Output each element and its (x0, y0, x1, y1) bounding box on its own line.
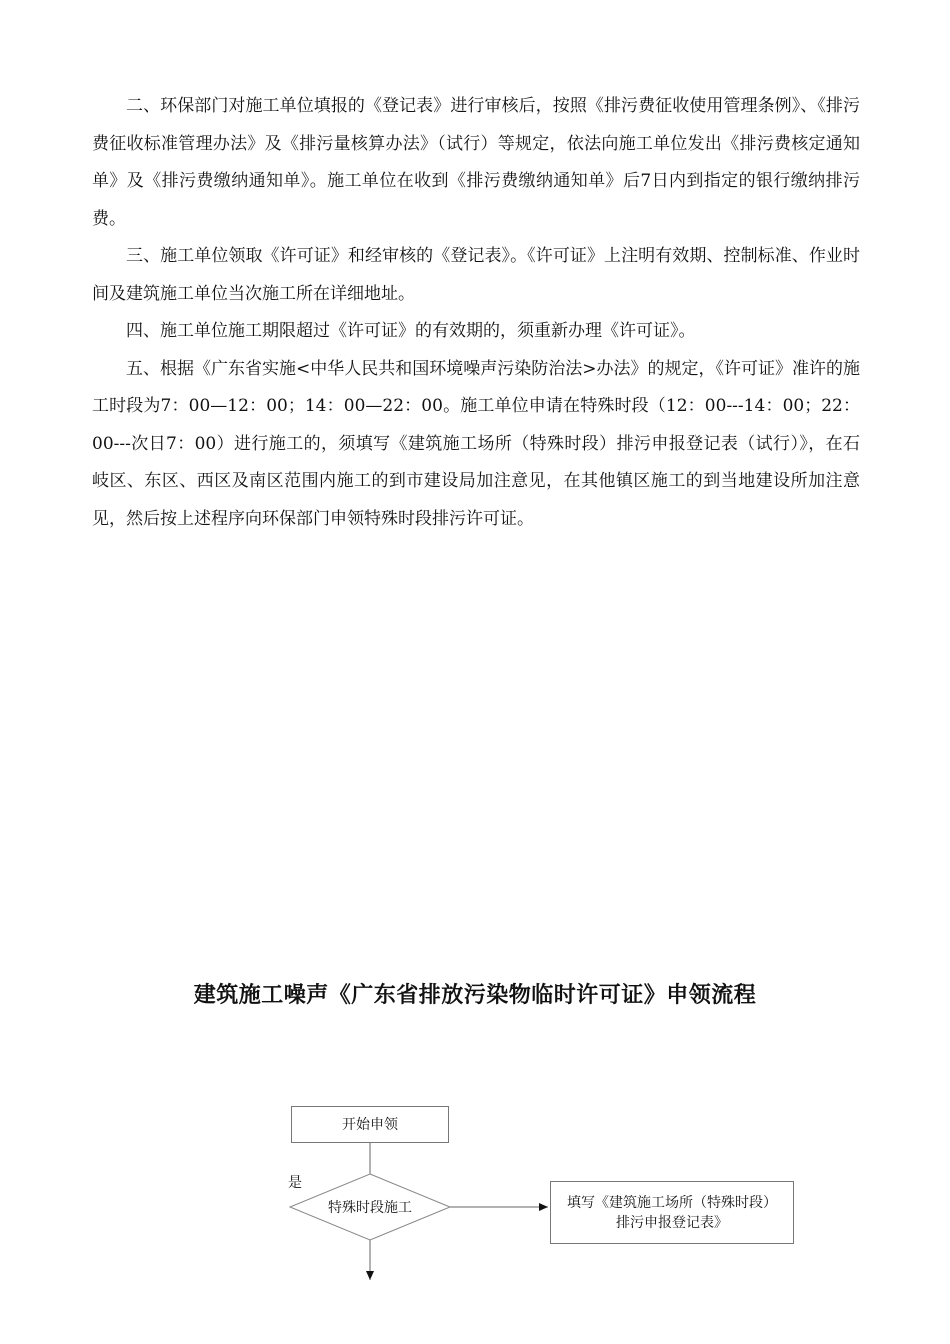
paragraph-4: 四、施工单位施工期限超过《许可证》的有效期的，须重新办理《许可证》。 (126, 321, 696, 341)
paragraph-5: 五、根据《广东省实施<中华人民共和国环境噪声污染防治法>办法》的规定，《许可证》准许的施工时段为7：00—12：00；14：00—22：00。施工单位申请在特殊时段（12：00---14：00；22：00---次日7：00）进行施工的，须填写《建筑施工场所（特殊时段）排污申报登记表（试行）》，在石岐区、东区、西区及南区范围内施工的到市建设局加注意见，在其他镇区施工的到当地建设所加注意见，然后按上述程序向环保部门申领特殊时段排污许可证。 (92, 358, 860, 529)
flowchart-title: 建筑施工噪声《广东省排放污染物临时许可证》申领流程 (193, 983, 757, 1008)
paragraph-3: 三、施工单位领取《许可证》和经审核的《登记表》。《许可证》上注明有效期、控制标准、作业时间及建筑施工单位当次施工所在详细地址。 (92, 246, 860, 304)
form-box: 填写《建筑施工场所（特殊时段）排污申报登记表》 (550, 1181, 794, 1244)
yes-label: 是 (288, 1175, 302, 1191)
decision-label: 特殊时段施工 (328, 1200, 412, 1216)
paragraph-2: 二、环保部门对施工单位填报的《登记表》进行审核后，按照《排污费征收使用管理条例》、《排污费征收标准管理办法》及《排污量核算办法》（试行）等规定，依法向施工单位发出《排污费核定通知单》及《排污费缴纳通知单》。施工单位在收到《排污费缴纳通知单》后7日内到指定的银行缴纳排污费。 (92, 96, 860, 229)
start-box: 开始申领 (291, 1106, 449, 1143)
